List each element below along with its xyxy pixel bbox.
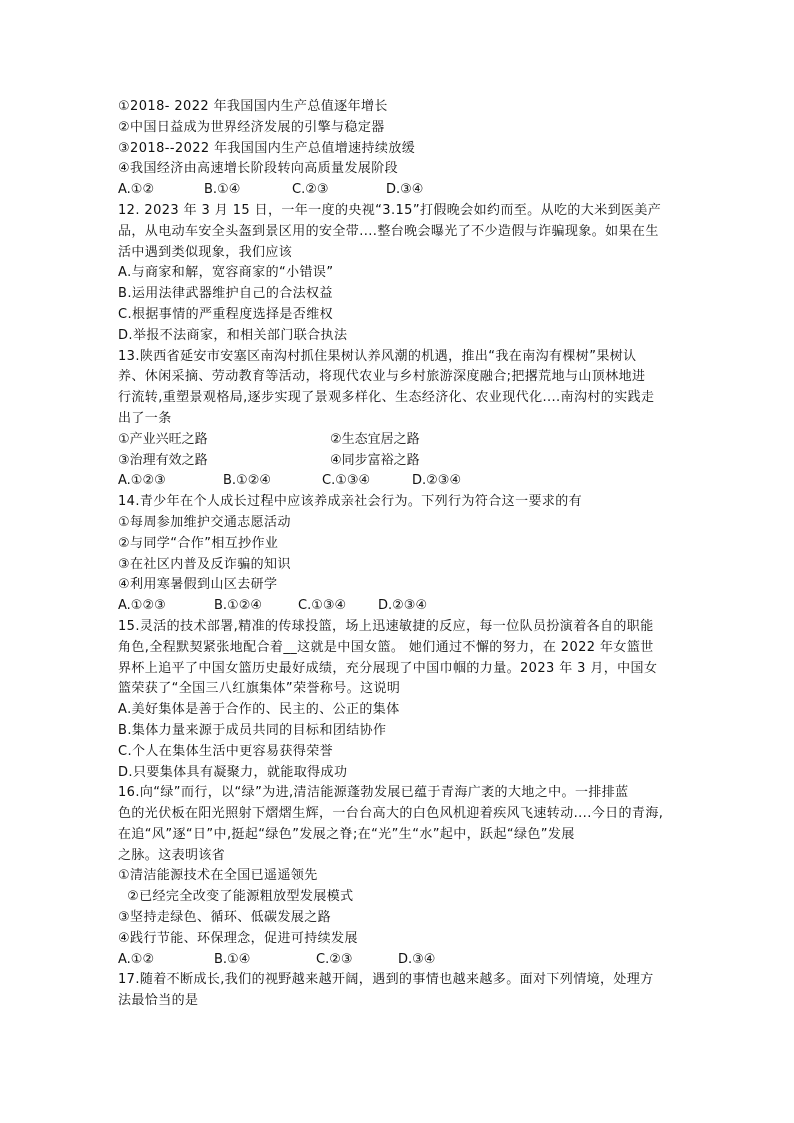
q16-option-b: B.①④ [214, 951, 251, 967]
q15-stem-line-2: 角色,全程默契紧张地配合着__这就是中国女篮。 她们通过不懈的努力，在 2022 年女篮世 [118, 639, 654, 655]
q13-statement-4: ④同步富裕之路 [330, 452, 420, 468]
q16-options [118, 950, 678, 971]
q14-options [118, 596, 678, 617]
q11-statement-1: ①2018- 2022 年我国国内生产总值逐年增长 [118, 99, 388, 114]
q11-statement-2: ②中国日益成为世界经济发展的引擎与稳定器 [118, 119, 385, 135]
q14-statement-1: ①每周参加维护交通志愿活动 [118, 514, 291, 530]
q13-option-c: C.①③④ [322, 473, 371, 489]
q11-statement-4: ④我国经济由高速增长阶段转向高质量发展阶段 [118, 161, 399, 177]
q15-stem-line-4: 篮荣获了“全国三八红旗集体”荣誉称号。这说明 [118, 681, 401, 697]
q13-stem-line-2: 养、休闲采摘、劳动教育等活动，将现代农业与乡村旅游深度融合;把撂荒地与山顶林地进 [118, 369, 646, 385]
q16-stem-line-2: 色的光伏板在阳光照射下熠熠生辉，一台台高大的白色风机迎着疾风飞速转动....今日的青海, [118, 806, 664, 822]
q16-option-a: A.①② [118, 951, 155, 967]
q16-stem-line-4: 之脉。这表明该省 [118, 847, 226, 863]
q16-stem-line-3: 在追“风”逐“日”中,挺起“绿色”发展之脊;在“光”生“水”起中，跃起“绿色”发展 [118, 826, 575, 842]
q16-statement-4: ④践行节能、环保理念，促进可持续发展 [118, 930, 358, 946]
q13-statements-row-2 [118, 451, 678, 472]
q17-stem-line-2: 法最恰当的是 [118, 993, 199, 1009]
q11-option-c: C.②③ [292, 182, 329, 198]
q13-stem-line-1: 13.陕西省延安市安塞区南沟村抓住果树认养风潮的机遇，推出“我在南沟有棵树”果树认 [118, 348, 637, 364]
q14-option-c: C.①③④ [298, 598, 347, 614]
q13-statement-2: ②生态宜居之路 [330, 431, 420, 447]
q12-stem-line-3: 活中遇到类似现象，我们应该 [118, 244, 293, 260]
q16-option-d: D.③④ [398, 951, 436, 967]
q14-stem-line-1: 14.青少年在个人成长过程中应该养成亲社会行为。下列行为符合这一要求的有 [118, 494, 583, 510]
q13-options [118, 471, 678, 492]
q14-option-b: B.①②④ [214, 598, 263, 614]
q16-statement-3: ③坚持走绿色、循环、低碳发展之路 [118, 910, 332, 926]
q15-option-d: D.只要集体具有凝聚力，就能取得成功 [118, 764, 348, 780]
q16-stem-line-1: 16.向“绿”而行，以“绿”为进,清洁能源蓬勃发展已蕴于青海广袤的大地之中。一排排蓝 [118, 785, 629, 801]
q14-statement-3: ③在社区内普及反诈骗的知识 [118, 556, 291, 572]
q16-option-c: C.②③ [316, 951, 353, 967]
q15-option-c: C.个人在集体生活中更容易获得荣誉 [118, 743, 334, 759]
q12-stem-line-1: 12. 2023 年 3 月 15 日，一年一度的央视“3.15”打假晚会如约而至。从吃的大米到医美产 [118, 202, 662, 218]
q13-statements-row-1 [118, 430, 678, 451]
q14-option-a: A.①②③ [118, 598, 166, 614]
q15-stem-line-3: 界杯上追平了中国女篮历史最好成绩，充分展现了中国巾帼的力量。2023 年 3 月，中国女 [118, 660, 658, 676]
q13-option-a: A.①②③ [118, 473, 166, 489]
q13-option-d: D.②③④ [412, 473, 462, 489]
q11-option-a: A.①② [118, 182, 155, 198]
q14-option-d: D.②③④ [378, 598, 428, 614]
q12-option-b: B.运用法律武器维护自己的合法权益 [118, 286, 333, 302]
q13-statement-3: ③治理有效之路 [118, 452, 208, 468]
question-text-block [118, 97, 678, 1012]
q11-options [118, 180, 678, 201]
q13-stem-line-3: 行流转,重塑景观格局,逐步实现了景观多样化、生态经济化、农业现代化....南沟村的实践走 [118, 390, 655, 406]
q15-stem-line-1: 15.灵活的技术部署,精准的传球投篮，场上迅速敏捷的反应，每一位队员扮演着各自的职能 [118, 618, 654, 634]
q12-option-d: D.举报不法商家，和相关部门联合执法 [118, 327, 348, 343]
q17-stem-line-1: 17.随着不断成长,我们的视野越来越开阔，遇到的事情也越来越多。面对下列情境，处理方 [118, 972, 654, 988]
q15-option-b: B.集体力量来源于成员共同的目标和团结协作 [118, 722, 387, 738]
q16-statement-2: ②已经完全改变了能源粗放型发展模式 [118, 889, 354, 905]
q12-option-a: A.与商家和解，宽容商家的“小错误” [118, 265, 334, 281]
q15-option-a: A.美好集体是善于合作的、民主的、公正的集体 [118, 702, 400, 718]
q16-statement-1: ①清洁能源技术在全国已遥遥领先 [118, 868, 318, 884]
q14-statement-4: ④利用寒暑假到山区去研学 [118, 577, 278, 593]
q14-statement-2: ②与同学“合作”相互抄作业 [118, 535, 279, 551]
q11-option-b: B.①④ [204, 182, 241, 198]
q13-stem-line-4: 出了一条 [118, 410, 172, 426]
q12-option-c: C.根据事情的严重程度选择是否维权 [118, 306, 334, 322]
q13-statement-1: ①产业兴旺之路 [118, 431, 208, 447]
q13-option-b: B.①②④ [223, 473, 272, 489]
q11-option-d: D.③④ [386, 182, 424, 198]
q12-stem-line-2: 品，从电动车安全头盔到景区用的安全带....整台晚会曝光了不少造假与诈骗现象。如果在生 [118, 223, 659, 239]
q11-statement-3: ③2018--2022 年我国国内生产总值增速持续放缓 [118, 140, 416, 156]
